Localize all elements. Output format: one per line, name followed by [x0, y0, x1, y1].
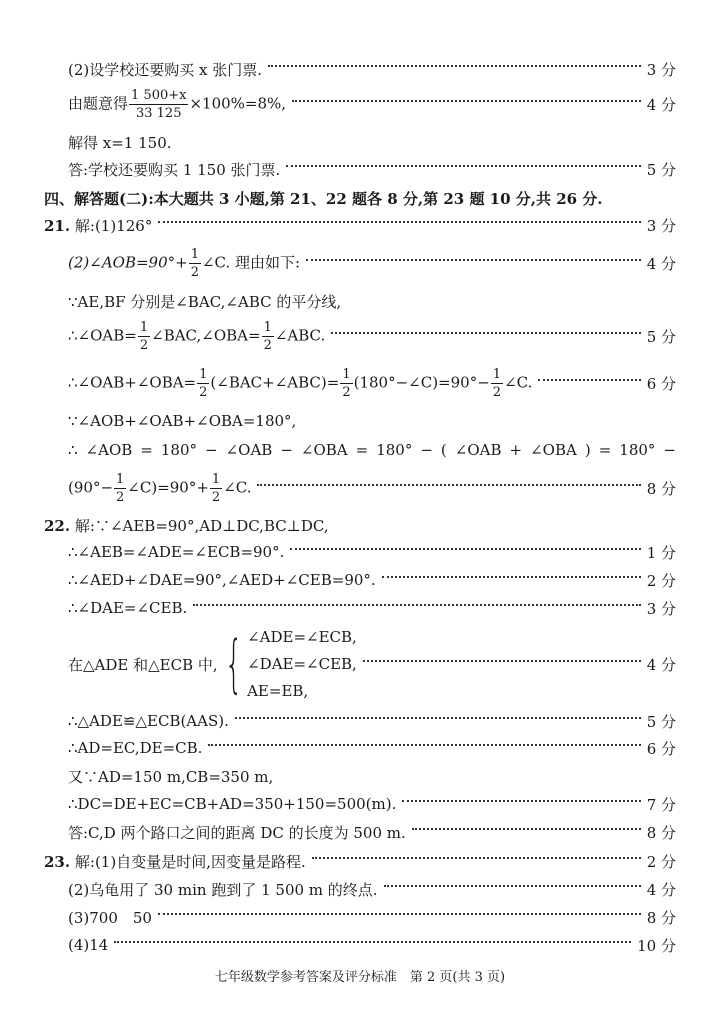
denominator: 2: [116, 489, 125, 505]
score: 5 分: [646, 712, 676, 731]
leader-dots: [208, 744, 640, 746]
leader-dots: [363, 660, 641, 662]
section-heading: [44, 187, 676, 209]
answer-text: 答:学校还要购买 1 150 张门票.: [68, 160, 281, 179]
text-prefix: ∴∠OAB=: [68, 326, 137, 344]
answer-text: [44, 851, 306, 872]
question-number: 21.: [44, 216, 71, 235]
equation-line: ∠DAE=∠CEB,: [247, 654, 357, 673]
score: 4 分: [646, 880, 676, 899]
answer-content: 解:∵∠AEB=90°,AD⊥DC,BC⊥DC,: [74, 516, 329, 535]
numerator: 1: [116, 471, 125, 487]
text-middle: (∠BAC+∠ABC)=: [210, 373, 340, 391]
question-number: 22.: [44, 516, 71, 535]
answer-line: [68, 597, 676, 619]
answer-line: [68, 737, 676, 759]
numerator: 1: [263, 319, 272, 335]
leader-dots: [290, 548, 640, 550]
score: 2 分: [646, 571, 676, 590]
leader-dots: [286, 165, 640, 167]
leader-dots: [292, 100, 641, 102]
section-heading-text: 四、解答题(二):本大题共 3 小题,第 21、22 题各 8 分,第 23 题 10 分,共 26 分.: [44, 189, 603, 208]
numerator: 1 500+x: [131, 87, 187, 103]
fraction: [114, 473, 126, 504]
fraction: [189, 248, 201, 279]
answer-line: [68, 131, 676, 153]
score: 5 分: [646, 327, 676, 346]
score: 8 分: [646, 479, 676, 498]
answer-text: ∴DC=DE+EC=CB+AD=350+150=500(m).: [68, 795, 397, 813]
score: 6 分: [646, 374, 676, 393]
numerator: 1: [211, 471, 221, 487]
score: 3 分: [646, 216, 676, 235]
answer-text: [68, 624, 357, 705]
answer-text: [68, 473, 251, 504]
answer-text: (3)700 50: [68, 908, 152, 927]
answer-text: ∴ ∠AOB = 180° − ∠OAB − ∠OBA = 180° − ( ∠OAB + ∠OBA ) = 180° −: [68, 441, 676, 459]
answer-line: [68, 410, 676, 432]
leader-dots: [312, 857, 641, 859]
text-suffix: ∠ABC.: [274, 326, 326, 344]
answer-text: (2)设学校还要购买 x 张门票.: [68, 60, 263, 79]
answer-text: 解得 x=1 150.: [68, 133, 172, 152]
score: 4 分: [646, 254, 676, 273]
equation-line: ∠ADE=∠ECB,: [247, 627, 357, 646]
leader-dots: [158, 221, 640, 223]
leader-dots: [268, 65, 641, 67]
answer-line: [68, 821, 676, 843]
score: 6 分: [646, 739, 676, 758]
answer-text: ∴AD=EC,DE=CB.: [68, 739, 203, 757]
denominator: 33 125: [135, 105, 182, 121]
answer-line: [68, 541, 676, 563]
numerator: 1: [199, 366, 208, 382]
answer-line: [44, 850, 676, 872]
text-prefix: 由题意得: [68, 94, 129, 112]
fraction: [340, 368, 352, 399]
leader-dots: [193, 604, 640, 606]
denominator: 2: [211, 489, 221, 505]
score: 7 分: [646, 795, 676, 814]
text-prefix: ∴∠OAB+∠OBA=: [68, 373, 197, 391]
answer-content: 解:(1)自变量是时间,因变量是路程.: [74, 852, 306, 871]
answer-line: [68, 158, 676, 180]
text-suffix: ∠C.: [504, 373, 533, 391]
denominator: 2: [190, 264, 199, 280]
text-prefix: (2)∠AOB=90°+: [68, 253, 188, 271]
denominator: 2: [263, 337, 272, 353]
equation-system: [247, 624, 357, 705]
text-suffix: ∠C. 理由如下:: [201, 253, 301, 271]
answer-content: 解:(1)126°: [74, 216, 153, 235]
leader-dots: [235, 717, 641, 719]
score: 4 分: [646, 95, 676, 114]
answer-text: ∴∠AEB=∠ADE=∠ECB=90°.: [68, 543, 285, 561]
page-footer: 七年级数学参考答案及评分标准 第 2 页(共 3 页): [214, 970, 506, 985]
equation-line: AE=EB,: [247, 681, 309, 700]
answer-text: [68, 321, 325, 352]
answer-line: [44, 214, 676, 236]
numerator: 1: [342, 366, 351, 382]
answer-text: ∴∠AED+∠DAE=90°,∠AED+∠CEB=90°.: [68, 571, 376, 589]
numerator: 1: [190, 246, 199, 262]
text-suffix: ∠C.: [223, 478, 252, 496]
fraction: [262, 321, 274, 352]
leader-dots: [114, 941, 631, 943]
leader-dots: [306, 259, 641, 261]
leader-dots: [257, 484, 640, 486]
text-middle: ∠C)=90°+: [127, 478, 209, 496]
answer-line: [68, 244, 676, 282]
score: 10 分: [637, 936, 676, 955]
denominator: 2: [139, 337, 149, 353]
answer-line: [68, 86, 676, 122]
denominator: 2: [199, 384, 208, 400]
leader-dots: [538, 379, 640, 381]
answer-line: [68, 710, 676, 732]
fraction: [491, 368, 503, 399]
answer-line: [68, 793, 676, 815]
leader-dots: [331, 332, 640, 334]
answer-text: (2)乌龟用了 30 min 跑到了 1 500 m 的终点.: [68, 880, 378, 899]
question-number: 23.: [44, 852, 71, 871]
answer-line: [68, 624, 676, 704]
answer-text: [68, 368, 532, 399]
denominator: 2: [342, 384, 351, 400]
answer-text: ∵∠AOB+∠OAB+∠OBA=180°,: [68, 412, 297, 430]
answer-line: [68, 290, 676, 312]
text-prefix: (90°−: [68, 478, 114, 496]
answer-text: 答:C,D 两个路口之间的距离 DC 的长度为 500 m.: [68, 823, 406, 842]
left-brace: {: [224, 627, 243, 700]
leader-dots: [402, 800, 640, 802]
score: 8 分: [646, 908, 676, 927]
leader-dots: [158, 913, 641, 915]
score: 8 分: [646, 823, 676, 842]
text-suffix: ×100%=8%,: [189, 94, 287, 112]
answer-line: [68, 58, 676, 80]
numerator: 1: [492, 366, 502, 382]
numerator: 1: [139, 319, 149, 335]
answer-text: ∴△ADE≌△ECB(AAS).: [68, 712, 229, 730]
score: 3 分: [646, 599, 676, 618]
fraction: [210, 473, 222, 504]
score: 5 分: [646, 160, 676, 179]
answer-line: [68, 906, 676, 928]
answer-line: [68, 317, 676, 355]
fraction: [129, 89, 188, 120]
leader-dots: [412, 828, 641, 830]
answer-line: [68, 934, 676, 956]
answer-line: [68, 469, 676, 507]
fraction: [138, 321, 150, 352]
score: 2 分: [646, 852, 676, 871]
answer-line: [44, 514, 676, 536]
answer-text: ∴∠DAE=∠CEB.: [68, 599, 188, 617]
text-prefix: 在△ADE 和△ECB 中,: [68, 655, 218, 674]
leader-dots: [384, 885, 641, 887]
denominator: 2: [492, 384, 502, 400]
text-middle: ∠BAC,∠OBA=: [151, 326, 261, 344]
score: 1 分: [646, 543, 676, 562]
answer-text: ∵AE,BF 分别是∠BAC,∠ABC 的平分线,: [68, 292, 342, 311]
answer-text: [44, 215, 152, 236]
score: 4 分: [646, 655, 676, 674]
leader-dots: [382, 576, 641, 578]
answer-text: (4)14: [68, 936, 109, 954]
text-middle: (180°−∠C)=90°−: [353, 373, 490, 391]
answer-text: [68, 89, 286, 120]
answer-line: [68, 878, 676, 900]
answer-line: [68, 439, 676, 461]
answer-text: [44, 515, 329, 536]
answer-line: [68, 765, 676, 787]
answer-line: [68, 569, 676, 591]
answer-text: [68, 248, 300, 279]
fraction: [197, 368, 209, 399]
answer-text: 又∵AD=150 m,CB=350 m,: [68, 767, 274, 786]
score: 3 分: [646, 60, 676, 79]
answer-line: [68, 364, 676, 402]
